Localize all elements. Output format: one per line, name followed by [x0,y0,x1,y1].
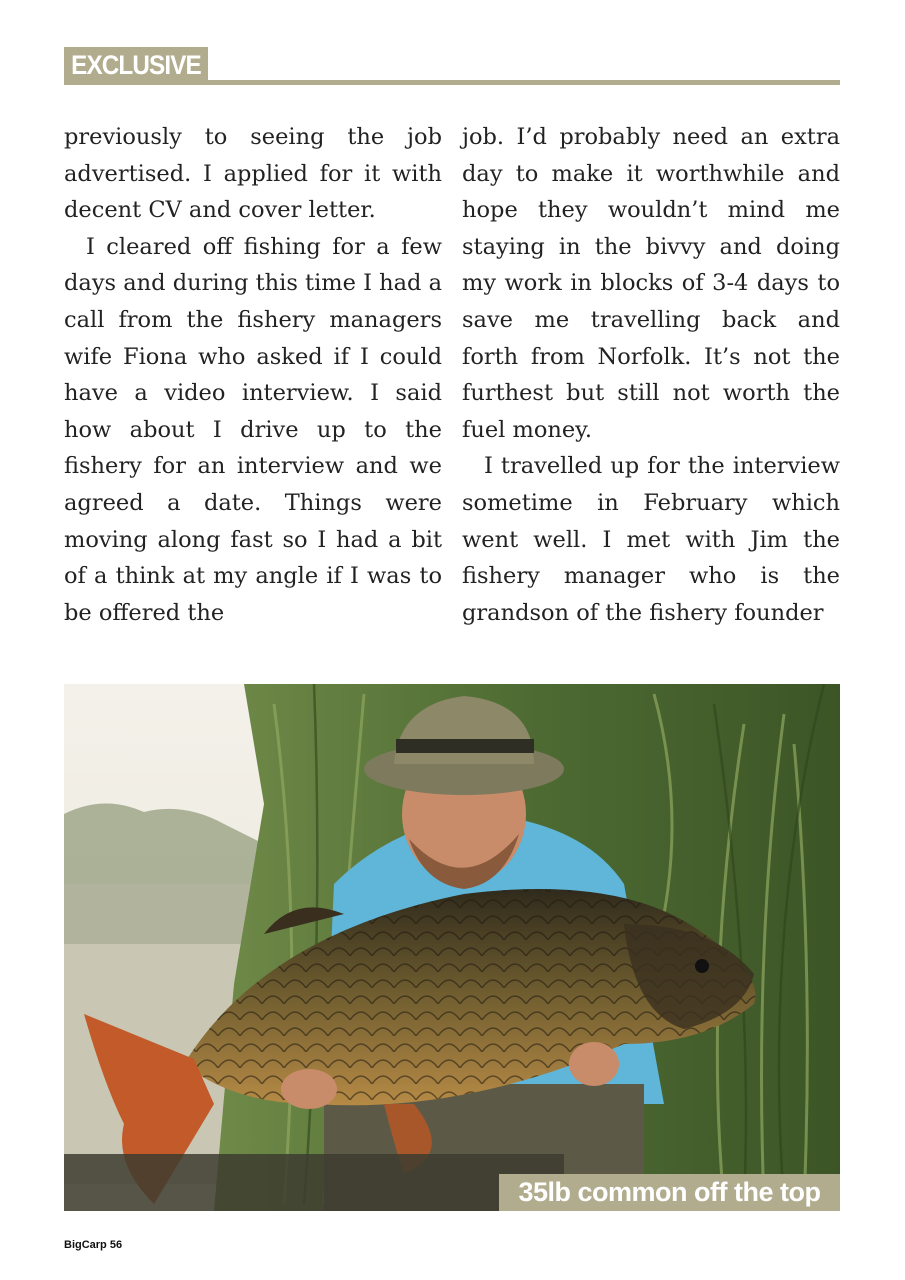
section-rule-divider [64,80,840,85]
paragraph: I travelled up for the interview sometime in February which went well. I met with Jim the fishery manager who is the grandson of the fishery founder [462,453,840,626]
section-header [64,47,840,85]
paragraph: previously to seeing the job advertised. I applied for it with decent CV and cover letter. [64,124,442,224]
article-column-left [64,119,442,631]
article-photo [64,684,840,1211]
article-column-right [462,119,840,631]
paragraph: I cleared off fishing for a few days and during this time I had a call from the fishery managers wife Fiona who asked if I could have a video interview. I said how about I drive up to the fishery for an interview and we agreed a date. Things were moving along fast so I had a bit of a think at my angle if I was to be offered the [64,233,442,626]
angler-with-carp-image [64,684,840,1211]
page-folio: BigCarp 56 [64,1239,123,1251]
section-label: EXCLUSIVE [64,47,208,83]
photo-caption: 35lb common off the top [499,1174,840,1211]
paragraph: job. I’d probably need an extra day to make it worthwhile and hope they wouldn’t mind me staying in the bivvy and doing my work in blocks of 3-4 days to save me travelling back and forth from Norfolk. It’s not the furthest but still not worth the fuel money. [462,124,840,443]
